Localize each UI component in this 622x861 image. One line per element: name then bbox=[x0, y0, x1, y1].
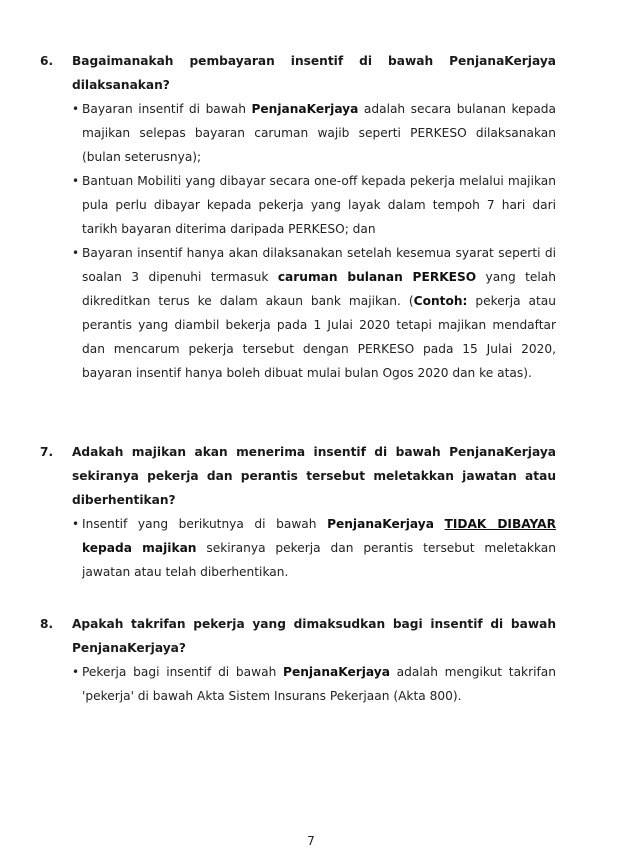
emphasis-text: PenjanaKerjaya bbox=[251, 102, 359, 116]
body-text bbox=[434, 517, 445, 531]
body-text: Bayaran insentif hanya akan dilaksanakan setelah kesemua syarat seperti di soalan 3 dipenuhi termasuk bbox=[82, 246, 556, 284]
answer-list bbox=[72, 97, 556, 385]
body-text: yang telah dikreditkan terus ke dalam akaun bank majikan. ( bbox=[82, 270, 556, 308]
question-number: 6. bbox=[40, 54, 54, 68]
question-number: 7. bbox=[40, 445, 54, 459]
emphasis-text: caruman bulanan PERKESO bbox=[277, 270, 477, 284]
bullet-icon: • bbox=[72, 174, 80, 188]
bullet-icon: • bbox=[72, 665, 80, 679]
question-6 bbox=[40, 49, 556, 385]
answer-bullet-item bbox=[72, 169, 556, 241]
body-text: sekiranya pekerja dan perantis tersebut meletakkan jawatan atau telah diberhentikan. bbox=[82, 541, 557, 579]
bullet-icon: • bbox=[72, 102, 80, 116]
body-text: pekerja atau perantis yang diambil bekerja pada 1 Julai 2020 tetapi majikan mendaftar dan mencarum pekerja tersebut dengan PERKESO pada 15 Julai 2020, bayaran insentif hanya boleh dibuat mulai bulan Ogos 2020 dan ke atas). bbox=[82, 294, 556, 380]
emphasis-text: Contoh: bbox=[413, 294, 468, 308]
answer-bullet-item bbox=[72, 241, 556, 385]
body-text: Bayaran insentif di bawah bbox=[82, 102, 252, 116]
emphasis-text: PenjanaKerjaya bbox=[327, 517, 434, 531]
emphasis-text: kepada majikan bbox=[82, 541, 197, 555]
answer-bullet-item bbox=[72, 512, 556, 584]
question-title: Adakah majikan akan menerima insentif di bawah PenjanaKerjaya sekiranya pekerja dan perantis tersebut meletakkan jawatan atau diberhentikan? bbox=[72, 445, 556, 507]
body-text: adalah secara bulanan kepada majikan selepas bayaran caruman wajib seperti PERKESO dilaksanakan (bulan seterusnya); bbox=[82, 102, 556, 164]
answer-bullet-item bbox=[72, 660, 556, 708]
question-title: Bagaimanakah pembayaran insentif di bawah PenjanaKerjaya dilaksanakan? bbox=[72, 54, 556, 92]
question-title: Apakah takrifan pekerja yang dimaksudkan bagi insentif di bawah PenjanaKerjaya? bbox=[72, 617, 556, 655]
body-text: Bantuan Mobiliti yang dibayar secara one-off kepada pekerja melalui majikan pula perlu dibayar kepada pekerja yang layak dalam tempoh 7 hari dari tarikh bayaran diterima daripada PERKESO; dan bbox=[82, 174, 556, 236]
question-7 bbox=[40, 440, 556, 584]
question-number: 8. bbox=[40, 617, 54, 631]
page-number: 7 bbox=[307, 834, 315, 848]
question-8 bbox=[40, 612, 556, 708]
body-text: Pekerja bagi insentif di bawah bbox=[82, 665, 284, 679]
body-text: Insentif yang berikutnya di bawah bbox=[82, 517, 328, 531]
emphasis-underlined-text: TIDAK DIBAYAR bbox=[444, 517, 556, 531]
bullet-icon: • bbox=[72, 246, 80, 260]
emphasis-text: PenjanaKerjaya bbox=[283, 665, 390, 679]
answer-list bbox=[72, 660, 556, 708]
answer-list bbox=[72, 512, 556, 584]
body-text: adalah mengikut takrifan 'pekerja' di bawah Akta Sistem Insurans Pekerjaan (Akta 800). bbox=[82, 665, 556, 703]
answer-bullet-item bbox=[72, 97, 556, 169]
bullet-icon: • bbox=[72, 517, 80, 531]
